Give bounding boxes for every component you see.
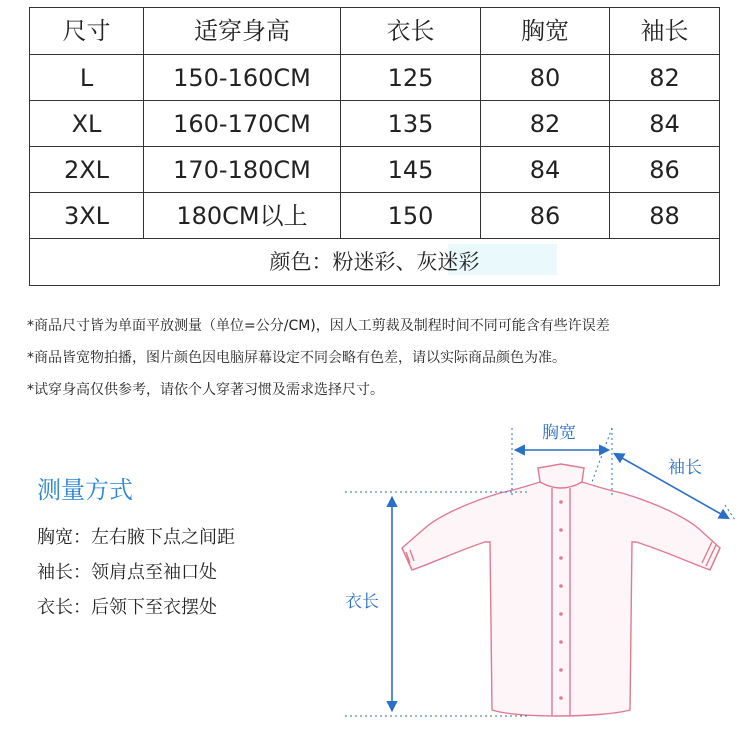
cell-length: 135 (341, 101, 481, 147)
header-chest: 胸宽 (481, 8, 610, 55)
cell-chest: 82 (481, 101, 610, 147)
color-row (30, 239, 720, 286)
cell-size: 3XL (30, 193, 144, 239)
length-label: 衣长 (345, 592, 379, 612)
table-row (30, 193, 720, 239)
cell-height: 170-180CM (144, 147, 341, 193)
cell-length: 150 (341, 193, 481, 239)
cell-length: 125 (341, 55, 481, 101)
table-row (30, 147, 720, 193)
cell-sleeve: 86 (610, 147, 720, 193)
size-table (29, 7, 720, 286)
note-fit: *试穿身高仅供参考，请依个人穿著习惯及需求选择尺寸。 (27, 382, 384, 398)
header-sleeve: 袖长 (610, 8, 720, 55)
cell-height: 180CM以上 (144, 193, 341, 239)
cell-size: XL (30, 101, 144, 147)
measure-item-chest: 胸宽：左右腋下点之间距 (37, 527, 235, 548)
measure-list (37, 523, 235, 628)
note-measurement: *商品尺寸皆为单面平放测量（单位=公分/CM)，因人工剪裁及制程时间不同可能含有些许误差 (27, 318, 610, 334)
header-length: 衣长 (341, 8, 481, 55)
note-color: *商品皆宽物拍播，图片颜色因电脑屏幕设定不同会略有色差，请以实际商品颜色为准。 (27, 350, 566, 366)
notes (27, 311, 610, 407)
measure-item-length: 衣长：后领下至衣摆处 (37, 597, 217, 618)
table-header-row (30, 8, 720, 55)
cell-sleeve: 88 (610, 193, 720, 239)
cell-height: 150-160CM (144, 55, 341, 101)
cell-size: 2XL (30, 147, 144, 193)
measure-title: 测量方式 (37, 476, 133, 504)
measure-item-sleeve: 袖长：领肩点至袖口处 (37, 562, 217, 583)
color-text: 颜色：粉迷彩、灰迷彩 (269, 249, 480, 274)
garment-diagram (330, 410, 740, 730)
table-row (30, 55, 720, 101)
cell-chest: 80 (481, 55, 610, 101)
cell-length: 145 (341, 147, 481, 193)
cell-chest: 84 (481, 147, 610, 193)
header-size: 尺寸 (30, 8, 144, 55)
cell-sleeve: 84 (610, 101, 720, 147)
cell-sleeve: 82 (610, 55, 720, 101)
chest-label: 胸宽 (542, 423, 576, 443)
cell-height: 160-170CM (144, 101, 341, 147)
header-height: 适穿身高 (144, 8, 341, 55)
sleeve-label: 袖长 (668, 458, 702, 478)
table-row (30, 101, 720, 147)
color-cell (30, 239, 720, 286)
cell-size: L (30, 55, 144, 101)
cell-chest: 86 (481, 193, 610, 239)
